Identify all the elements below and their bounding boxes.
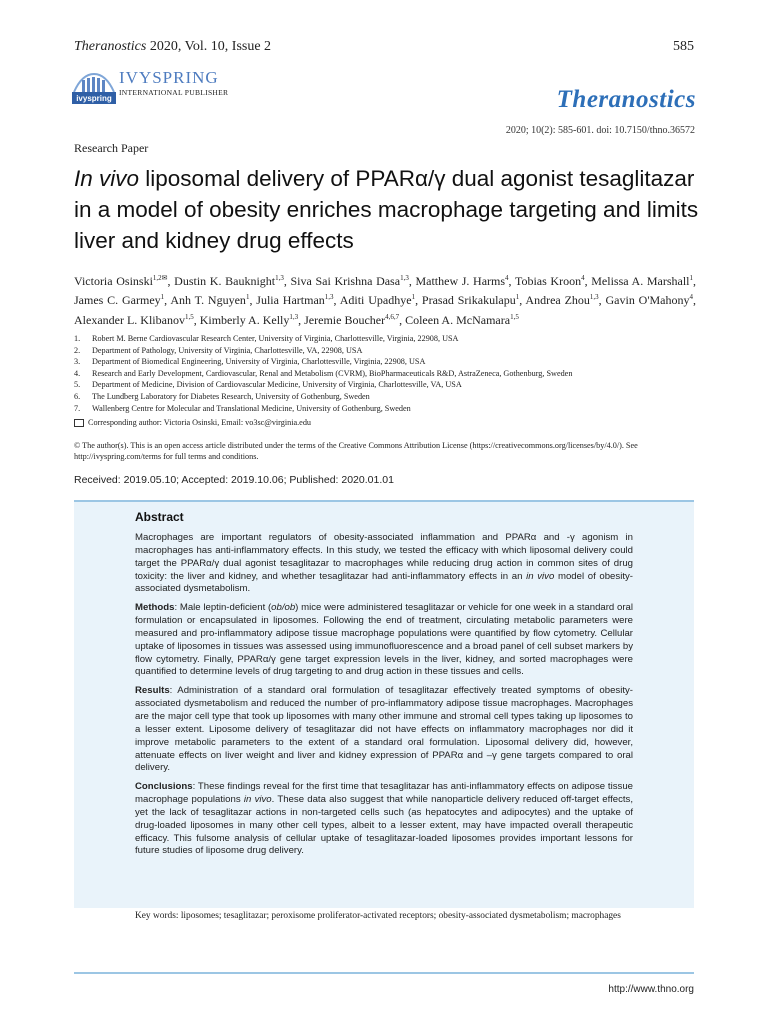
paper-title (74, 163, 714, 256)
author (405, 313, 519, 327)
author-name: Matthew J. Harms (415, 274, 506, 288)
abstract-intro-text-end: model of obesity-associated dysmetabolism. (135, 570, 633, 595)
author (74, 313, 194, 327)
author-name: James C. Garmey (74, 293, 161, 308)
author-name: Kimberly A. Kelly (199, 312, 290, 327)
affiliation-item (74, 379, 714, 391)
affiliation-text: Department of Biomedical Engineering, University of Virginia, Charlottesville, Virginia, 22908, USA (92, 357, 426, 367)
author (74, 293, 164, 307)
conclusions-italic: in vivo (243, 794, 272, 806)
doi-citation: 2020; 10(2): 585-601. doi: 10.7150/thno.36572 (505, 125, 695, 136)
author-name: Anh T. Nguyen (170, 293, 246, 308)
author (200, 313, 298, 327)
affiliation-number: 5. (74, 380, 81, 390)
affiliation-item (74, 368, 714, 380)
affiliation-number: 2. (74, 345, 81, 355)
ivyspring-logo-icon (70, 70, 118, 106)
author (174, 274, 284, 288)
affiliation-item (74, 403, 714, 415)
abstract-heading: Abstract (135, 510, 184, 524)
affiliation-text: Research and Early Development, Cardiovascular, Renal and Metabolism (CVRM), BioPharmaceuticals R&D, AstraZeneca, Gothenburg, Sweden (92, 368, 573, 378)
author-name: Tobias Kroon (514, 274, 582, 288)
author-affiliation-marker: 4 (505, 274, 509, 282)
abstract-results (135, 685, 633, 775)
publisher-name: IVYSPRING (119, 68, 219, 87)
author-affiliation-marker: 1,3 (275, 274, 284, 282)
author-affiliation-marker: 1 (515, 293, 520, 302)
author-name: Melissa A. Marshall (591, 274, 690, 288)
corresponding-text: Corresponding author: Victoria Osinski, Email: vo3sc@virginia.edu (88, 418, 312, 427)
affiliation-number: 1. (74, 334, 81, 343)
author-name: Siva Sai Krishna Dasa (290, 274, 401, 288)
affiliation-list (74, 333, 714, 414)
author (170, 293, 249, 307)
abstract-intro (135, 532, 633, 596)
author-name: Julia Hartman (256, 293, 325, 308)
affiliation-text: Wallenberg Centre for Molecular and Translational Medicine, University of Gothenburg, Sweden (92, 403, 411, 413)
conclusions-text: : These findings reveal for the first time that tesaglitazar has anti-inflammatory effects on adipose tissue macrophage populations (135, 781, 633, 806)
author-affiliation-marker: 1 (245, 293, 250, 302)
paper-type: Research Paper (74, 141, 149, 155)
conclusions-text-end: . These data also suggest that while nanoparticle delivery reduced off-target effects, yet the lack of tesaglitazar actions in non-targeted cells such (as hepatocytes and adipocytes) and the uptake of drug-loaded liposomes in many other cell types, albeit to a lesser extent, may have impacted overall therapeutic efficacy. This fulsome analysis of cellular uptake of tesaglitazar-loaded liposomes provides important lessons for future studies of liposome drug delivery. (135, 794, 633, 857)
author-affiliation-marker: 1 (411, 293, 416, 302)
author-name: Dustin K. Bauknight (174, 274, 276, 288)
author-affiliation-marker: 1,3 (589, 293, 599, 302)
publication-dates: Received: 2019.05.10; Accepted: 2019.10.06; Published: 2020.01.01 (74, 474, 394, 486)
keywords: Key words: liposomes; tesaglitazar; peroxisome proliferator-activated receptors; obesity-associated dysmetabolism; macrophages (135, 911, 621, 921)
affiliation-item (74, 391, 714, 403)
author-affiliation-marker: 1 (160, 293, 165, 302)
author-name: Gavin O'Mahony (605, 293, 690, 308)
abstract-intro-text: Macrophages are important regulators of obesity-associated inflammation and PPARα and -γ agonism in macrophages has anti-inflammatory effects. In this study, we tested the efficacy with which liposomal delivery could target the PPARα/γ dual agonist tesaglitazar to macrophages while reducing drug action in common sites of drug toxicity: the liver and kidney, and whether tesaglitazar had anti-inflammatory effects in an (135, 532, 633, 582)
author (304, 313, 399, 327)
abstract-methods (135, 602, 633, 679)
author-name: Victoria Osinski (74, 274, 153, 288)
journal-logo: Theranostics (556, 86, 696, 113)
conclusions-label: Conclusions (135, 781, 193, 793)
results-label: Results (135, 685, 170, 697)
affiliation-item (74, 333, 714, 345)
author (340, 293, 415, 307)
author (422, 293, 519, 307)
journal-url-link[interactable]: http://www.thno.org (608, 984, 694, 995)
title-italic: In vivo (74, 166, 140, 191)
author (606, 293, 694, 307)
author-affiliation-marker: 4,6,7 (385, 312, 400, 321)
author-list: Victoria Osinski$^{1,2✉}$, Dustin K. Bauknight$^{1,3}$, Siva Sai Krishna Dasa$^{1,3}$, Matthew J. Harms$^4$, Tobias Kroon$^4$, Melissa A. Marshall$^1$, James C. Garmey$^1$, Anh T. Nguyen$^1$, Julia Hartman$^{1,3}$, Aditi Upadhye$^1$, Prasad Srikakulapu$^1$, Andrea Zhou$^{1,3}$, Gavin O'Mahony$^4$, Alexander L. Klibanov$^{1,5}$, Kimberly A. Kelly$^{1,3}$, Jeremie Boucher$^{4,6,7}$, Coleen A. McNamara$^{1,5}$ (74, 274, 697, 327)
author-affiliation-marker: 1,5 (184, 312, 194, 321)
abstract-conclusions (135, 781, 633, 858)
abstract-intro-italic: in vivo (526, 570, 555, 582)
author-affiliation-marker: 4 (689, 293, 694, 302)
affiliation-number: 6. (74, 391, 81, 401)
affiliation-number: 4. (74, 368, 81, 378)
methods-text: : Male leptin-deficient ( (174, 602, 272, 614)
methods-italic: ob/ob (271, 602, 296, 614)
affiliation-number: 3. (74, 357, 81, 367)
author-name: Coleen A. McNamara (405, 312, 511, 327)
author (74, 274, 168, 288)
license-statement: © The author(s). This is an open access article distributed under the terms of the Creative Commons Attribution License (https://creativecommons.org/licenses/by/4.0/). See http://ivyspring.com/terms for full terms and conditions. (74, 441, 638, 461)
author-affiliation-marker: 1,3 (400, 274, 409, 282)
author (291, 274, 409, 288)
author (591, 274, 693, 288)
affiliation-text: Department of Medicine, Division of Cardiovascular Medicine, University of Virginia, Charlottesville, VA, USA (92, 380, 462, 390)
author-name: Aditi Upadhye (339, 293, 412, 308)
journal-name: Theranostics (74, 39, 147, 54)
author-affiliation-marker: 1,5 (510, 312, 519, 321)
author-affiliation-marker: 1,3 (324, 293, 334, 302)
affiliation-text: Department of Pathology, University of Virginia, Charlottesville, VA, 22908, USA (92, 345, 363, 355)
author-name: Jeremie Boucher (304, 312, 386, 327)
running-header (74, 39, 694, 59)
author-name: Alexander L. Klibanov (74, 312, 185, 327)
author-affiliation-marker: 1,3 (289, 312, 299, 321)
affiliation-number: 7. (74, 403, 81, 413)
publisher-logo (70, 70, 230, 106)
page-number: 585 (673, 39, 694, 54)
methods-label: Methods (135, 602, 175, 614)
corresponding-author (74, 418, 311, 427)
author (515, 274, 585, 288)
results-text: : Administration of a standard oral formulation of tesaglitazar effectively treated symptoms of obesity-associated dysmetabolism and reduced the number of pro-inflammatory adipose tissue macrophages. Macrophages are the major cell type that took up liposomes with many other immune and stromal cell types taking up liposomes to a lesser extent. Liposome delivery of tesaglitazar did not have effects on inflammatory macrophages nor did it improve metabolic parameters to the extent of a standard oral formulation. Liposomal delivery did, however, attenuate effects on liver weight and liver and kidney expression of PPARα and –γ gene targets compared to oral delivery. (135, 685, 633, 774)
author-affiliation-marker: 1 (689, 274, 693, 282)
author-affiliation-marker: 1,2✉ (152, 274, 168, 282)
affiliation-item (74, 345, 714, 357)
author (256, 293, 333, 307)
author (415, 274, 508, 288)
author (525, 293, 598, 307)
envelope-icon (74, 419, 84, 427)
svg-text:ivyspring: ivyspring (76, 94, 112, 103)
affiliation-text: Robert M. Berne Cardiovascular Research Center, University of Virginia, Charlottesville, Virginia, 22908, USA (92, 334, 459, 343)
methods-text-end: ) mice were administered tesaglitazar or vehicle for one week in a standard oral formulation or encapsulated in liposomes. Following the end of treatment, circulating metabolic parameters were measured and pro-inflammatory adipose tissue macrophage populations were quantified by flow cytometry. Cellular uptake of liposomes in tissues was assessed using immunofluorescence and a broad panel of cell subset markers by flow cytometry. Finally, PPARα/γ gene target expression levels in the liver, kidney, and sorted macrophages were quantified to determine levels of drug targeting to and drug action in these tissues and cells. (135, 602, 633, 678)
issue-info: 2020, Vol. 10, Issue 2 (146, 39, 272, 54)
affiliation-text: The Lundberg Laboratory for Diabetes Research, University of Gothenburg, Sweden (92, 391, 370, 401)
affiliation-item (74, 356, 714, 368)
author-name: Andrea Zhou (525, 293, 590, 308)
journal-citation-header (74, 39, 271, 55)
publisher-subtitle: INTERNATIONAL PUBLISHER (119, 88, 229, 97)
author-affiliation-marker: 4 (581, 274, 585, 282)
footer-divider (74, 972, 694, 974)
abstract-box (74, 500, 694, 908)
title-rest: liposomal delivery of PPARα/γ dual agonist tesaglitazar in a model of obesity enriches macrophage targeting and limits liver and kidney drug effects (74, 166, 699, 253)
author-name: Prasad Srikakulapu (421, 293, 516, 308)
abstract-body (135, 532, 633, 864)
